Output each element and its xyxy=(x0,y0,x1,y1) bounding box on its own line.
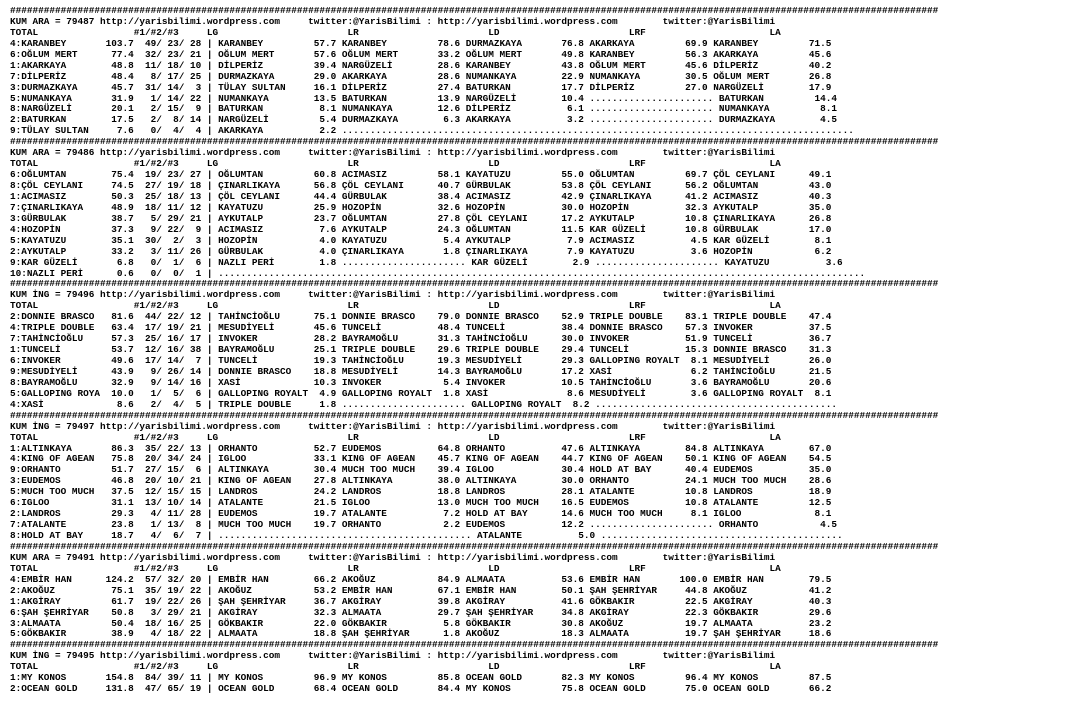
table-row: 9:TÜLAY SULTAN 7.6 0/ 4/ 4 | AKARKAYA 2.2 ........................................................................................... xyxy=(10,125,854,137)
column-headers: TOTAL #1/#2/#3 LG LR LD LRF LA xyxy=(10,158,781,170)
table-row: 4:EMBİR HAN 124.2 57/ 32/ 20 | EMBİR HAN 66.2 AKOĞUZ 84.9 ALMAATA 53.6 EMBİR HAN 100.0 EMBİR HAN 79.5 xyxy=(10,573,832,585)
block-header: KUM İNG = 79495 http://yarisbilimi.wordpress.com twitter:@YarisBilimi : http://yarisbilimi.wordpress.com twitter:@YarisBilimi xyxy=(10,650,776,662)
table-row: 6:ŞAH ŞEHRİYAR 50.8 3/ 29/ 21 | AKGİRAY 32.3 ALMAATA 29.7 ŞAH ŞEHRİYAR 34.8 AKGİRAY 22.3 GÖKBAKIR 29.6 xyxy=(10,606,832,618)
table-row: 5:MUCH TOO MUCH 37.5 12/ 15/ 15 | LANDROS 24.2 LANDROS 18.8 LANDROS 28.1 ATALANTE 10.8 LANDROS 18.9 xyxy=(10,486,832,498)
table-row: 10:NAZLI PERİ 0.6 0/ 0/ 1 | ................................................................................................................... xyxy=(10,267,866,279)
table-row: 4:TRIPLE DOUBLE 63.4 17/ 19/ 21 | MESUDİYELİ 45.6 TUNCELİ 48.4 TUNCELİ 38.4 DONNIE BRASCO 57.3 INVOKER 37.5 xyxy=(10,322,832,334)
table-row: 2:AYKUTALP 33.2 3/ 11/ 26 | GÜRBULAK 4.0 ÇINARLIKAYA 1.8 ÇINARLIKAYA 7.9 KAYATUZU 3.6 HOZOPİN 6.2 xyxy=(10,245,832,257)
table-row: 7:ÇINARLIKAYA 48.9 18/ 11/ 12 | KAYATUZU 25.9 HOZOPİN 32.6 HOZOPİN 30.0 HOZOPİN 32.3 AYKUTALP 35.0 xyxy=(10,201,832,213)
table-row: 4:KARANBEY 103.7 49/ 23/ 28 | KARANBEY 57.7 KARANBEY 78.6 DURMAZKAYA 76.8 AKARKAYA 69.9 KARANBEY 71.5 xyxy=(10,37,832,49)
separator-line: ##################################################################################################################################################################### xyxy=(10,278,939,290)
column-headers: TOTAL #1/#2/#3 LG LR LD LRF LA xyxy=(10,300,781,312)
table-row: 1:TUNCELİ 53.7 12/ 16/ 38 | BAYRAMOĞLU 25.1 TRIPLE DOUBLE 29.6 TRIPLE DOUBLE 29.4 TUNCELİ 15.3 DONNIE BRASCO 31.3 xyxy=(10,344,832,356)
table-row: 6:INVOKER 49.6 17/ 14/ 7 | TUNCELİ 19.3 TAHİNCİOĞLU 19.3 MESUDİYELİ 29.3 GALLOPING ROYALT 8.1 MESUDİYELİ 26.0 xyxy=(10,355,832,366)
table-row: 5:GÖKBAKIR 38.9 4/ 18/ 22 | ALMAATA 18.8 ŞAH ŞEHRİYAR 1.8 AKOĞUZ 18.3 ALMAATA 19.7 ŞAH ŞEHRİYAR 18.6 xyxy=(10,628,832,640)
column-headers: TOTAL #1/#2/#3 LG LR LD LRF LA xyxy=(10,26,781,38)
separator-line: ##################################################################################################################################################################### xyxy=(10,136,939,148)
table-row: 2:AKOĞUZ 75.1 35/ 19/ 22 | AKOĞUZ 53.2 EMBİR HAN 67.1 EMBİR HAN 50.1 ŞAH ŞEHRİYAR 44.8 AKOĞUZ 41.2 xyxy=(10,584,832,596)
table-row: 5:KAYATUZU 35.1 30/ 2/ 3 | HOZOPİN 4.0 KAYATUZU 5.4 AYKUTALP 7.9 ACIMASIZ 4.5 KAR GÜZELİ 8.1 xyxy=(10,234,832,246)
table-row: 7:DİLPERİZ 48.4 8/ 17/ 25 | DURMAZKAYA 29.0 AKARKAYA 28.6 NUMANKAYA 22.9 NUMANKAYA 30.5 OĞLUM MERT 26.8 xyxy=(10,70,832,82)
table-row: 2:BATURKAN 17.5 2/ 8/ 14 | NARGÜZELİ 5.4 DURMAZKAYA 6.3 AKARKAYA 3.2 ...................... DURMAZKAYA 4.5 xyxy=(10,114,838,126)
table-row: 9:KAR GÜZELİ 6.8 0/ 1/ 6 | NAZLI PERİ 1.8 ...................... KAR GÜZELİ 2.9 ...................... KAYATUZU 3.6 xyxy=(10,256,843,268)
block-header: KUM İNG = 79497 http://yarisbilimi.wordpress.com twitter:@YarisBilimi : http://yarisbilimi.wordpress.com twitter:@YarisBilimi xyxy=(10,420,776,432)
block-header: KUM İNG = 79496 http://yarisbilimi.wordpress.com twitter:@YarisBilimi : http://yarisbilimi.wordpress.com twitter:@YarisBilimi xyxy=(10,289,776,301)
table-row: 6:OĞLUMTAN 75.4 19/ 23/ 27 | OĞLUMTAN 60.8 ACIMASIZ 58.1 KAYATUZU 55.0 OĞLUMTAN 69.7 ÇÖL CEYLANI 49.1 xyxy=(10,169,832,181)
table-row: 3:GÜRBULAK 38.7 5/ 29/ 21 | AYKUTALP 23.7 OĞLUMTAN 27.8 ÇÖL CEYLANI 17.2 AYKUTALP 10.8 ÇINARLIKAYA 26.8 xyxy=(10,212,832,224)
separator-line: ##################################################################################################################################################################### xyxy=(10,409,939,421)
table-row: 1:ALTINKAYA 86.3 35/ 22/ 13 | ORHANTO 52.7 EUDEMOS 64.8 ORHANTO 47.6 ALTINKAYA 84.8 ALTINKAYA 67.0 xyxy=(10,442,832,454)
separator-line: ##################################################################################################################################################################### xyxy=(10,540,939,552)
table-row: 2:LANDROS 29.3 4/ 11/ 28 | EUDEMOS 19.7 ATALANTE 7.2 HOLD AT BAY 14.6 MUCH TOO MUCH 8.1 IGLOO 8.1 xyxy=(10,508,832,520)
table-row: 6:IGLOO 31.1 13/ 10/ 14 | ATALANTE 21.5 IGLOO 13.0 MUCH TOO MUCH 16.5 EUDEMOS 10.8 ATALANTE 12.5 xyxy=(10,497,832,509)
table-row: 9:ORHANTO 51.7 27/ 15/ 6 | ALTINKAYA 30.4 MUCH TOO MUCH 39.4 IGLOO 30.4 HOLD AT BAY 40.4 EUDEMOS 35.0 xyxy=(10,464,832,476)
table-row: 1:AKARKAYA 48.8 11/ 18/ 10 | DİLPERİZ 39.4 NARGÜZELİ 28.6 KARANBEY 43.8 OĞLUM MERT 45.6 DİLPERİZ 40.2 xyxy=(10,59,832,71)
table-row: 1:AKGİRAY 61.7 19/ 22/ 26 | ŞAH ŞEHRİYAR 36.7 AKGİRAY 39.8 AKGİRAY 41.6 GÖKBAKIR 22.5 AKGİRAY 40.3 xyxy=(10,595,832,607)
table-row: 7:ATALANTE 23.8 1/ 13/ 8 | MUCH TOO MUCH 19.7 ORHANTO 2.2 EUDEMOS 12.2 ...................... ORHANTO 4.5 xyxy=(10,519,838,531)
table-row: 6:OĞLUM MERT 77.4 32/ 23/ 21 | OĞLUM MERT 57.6 OĞLUM MERT 33.2 OĞLUM MERT 49.8 KARANBEY 56.3 AKARKAYA 45.6 xyxy=(10,48,832,60)
table-row: 3:DURMAZKAYA 45.7 31/ 14/ 3 | TÜLAY SULTAN 16.1 DİLPERİZ 27.4 BATURKAN 17.7 DİLPERİZ 27.0 NARGÜZELİ 17.9 xyxy=(10,81,832,93)
separator-line: ##################################################################################################################################################################### xyxy=(10,5,939,16)
table-row: 4:XASİ 8.6 2/ 4/ 5 | TRIPLE DOUBLE 1.8 ...................... GALLOPING ROYALT 8.2 ........................................... xyxy=(10,398,838,410)
table-row: 8:NARGÜZELİ 20.1 2/ 15/ 9 | BATURKAN 8.1 NUMANKAYA 12.6 DİLPERİZ 6.1 ...................... NUMANKAYA 8.1 xyxy=(10,103,838,115)
table-row: 2:OCEAN GOLD 131.8 47/ 65/ 19 | OCEAN GOLD 68.4 OCEAN GOLD 84.4 MY KONOS 75.8 OCEAN GOLD 75.0 OCEAN GOLD 66.2 xyxy=(10,683,832,695)
table-row: 1:MY KONOS 154.8 84/ 39/ 11 | MY KONOS 96.9 MY KONOS 85.8 OCEAN GOLD 82.3 MY KONOS 96.4 MY KONOS 87.5 xyxy=(10,672,832,684)
table-row: 3:ALMAATA 50.4 18/ 16/ 25 | GÖKBAKIR 22.0 GÖKBAKIR 5.8 GÖKBAKIR 30.8 AKOĞUZ 19.7 ALMAATA 23.2 xyxy=(10,617,832,629)
table-row: 4:KING OF AGEAN 75.8 20/ 34/ 24 | IGLOO 33.1 KING OF AGEAN 45.7 KING OF AGEAN 44.7 KING OF AGEAN 50.1 KING OF AGEAN 54.5 xyxy=(10,453,832,465)
table-row: 7:TAHİNCİOĞLU 57.3 25/ 16/ 17 | INVOKER 28.2 BAYRAMOĞLU 31.3 TAHİNCİOĞLU 30.0 INVOKER 51.9 TUNCELİ 36.7 xyxy=(10,333,832,345)
separator-line: ##################################################################################################################################################################### xyxy=(10,639,939,651)
table-row: 1:ACIMASIZ 50.3 25/ 18/ 13 | ÇÖL CEYLANI 44.4 GÜRBULAK 38.4 ACIMASIZ 42.9 ÇINARLIKAYA 41.2 ACIMASIZ 40.3 xyxy=(10,190,832,202)
block-header: KUM ARA = 79487 http://yarisbilimi.wordpress.com twitter:@YarisBilimi : http://yarisbilimi.wordpress.com twitter:@YarisBilimi xyxy=(10,15,776,27)
table-row: 8:BAYRAMOĞLU 32.9 9/ 14/ 16 | XASİ 10.3 INVOKER 5.4 INVOKER 10.5 TAHİNCİOĞLU 3.6 BAYRAMOĞLU 20.6 xyxy=(10,376,832,388)
table-row: 2:DONNIE BRASCO 81.6 44/ 22/ 12 | TAHİNCİOĞLU 75.1 DONNIE BRASCO 79.0 DONNIE BRASCO 52.9 TRIPLE DOUBLE 83.1 TRIPLE DOUBLE 47.4 xyxy=(10,311,832,323)
table-row: 8:ÇÖL CEYLANI 74.5 27/ 19/ 18 | ÇINARLIKAYA 56.8 ÇÖL CEYLANI 40.7 GÜRBULAK 53.8 ÇÖL CEYLANI 56.2 OĞLUMTAN 43.0 xyxy=(10,180,832,191)
table-row: 8:HOLD AT BAY 18.7 4/ 6/ 7 | ............................................. ATALANTE 5.0 ........................................... xyxy=(10,530,843,541)
column-headers: TOTAL #1/#2/#3 LG LR LD LRF LA xyxy=(10,661,781,673)
table-row: 5:NUMANKAYA 31.9 1/ 14/ 22 | NUMANKAYA 13.5 BATURKAN 13.9 NARGÜZELİ 10.4 ...................... BATURKAN 14.4 xyxy=(10,92,838,104)
block-header: KUM ARA = 79486 http://yarisbilimi.wordpress.com twitter:@YarisBilimi : http://yarisbilimi.wordpress.com twitter:@YarisBilimi xyxy=(10,147,776,159)
column-headers: TOTAL #1/#2/#3 LG LR LD LRF LA xyxy=(10,562,781,574)
column-headers: TOTAL #1/#2/#3 LG LR LD LRF LA xyxy=(10,431,781,443)
table-row: 9:MESUDİYELİ 43.9 9/ 26/ 14 | DONNIE BRASCO 18.8 MESUDİYELİ 14.3 BAYRAMOĞLU 17.2 XASİ 6.2 TAHİNCİOĞLU 21.5 xyxy=(10,365,832,377)
block-header: KUM ARA = 79491 http://yarisbilimi.wordpress.com twitter:@YarisBilimi : http://yarisbilimi.wordpress.com twitter:@YarisBilimi xyxy=(10,551,776,563)
table-row: 5:GALLOPING ROYA 10.0 1/ 5/ 6 | GALLOPING ROYALT 4.9 GALLOPING ROYALT 1.8 XASİ 8.6 MESUDİYELİ 3.6 GALLOPING ROYALT 8.1 xyxy=(10,387,832,399)
table-row: 4:HOZOPİN 37.3 9/ 22/ 9 | ACIMASIZ 7.6 AYKUTALP 24.3 OĞLUMTAN 11.5 KAR GÜZELİ 10.8 GÜRBULAK 17.0 xyxy=(10,223,832,235)
table-row: 3:EUDEMOS 46.8 20/ 10/ 21 | KING OF AGEAN 27.8 ALTINKAYA 38.0 ALTINKAYA 30.0 ORHANTO 24.1 MUCH TOO MUCH 28.6 xyxy=(10,475,832,487)
